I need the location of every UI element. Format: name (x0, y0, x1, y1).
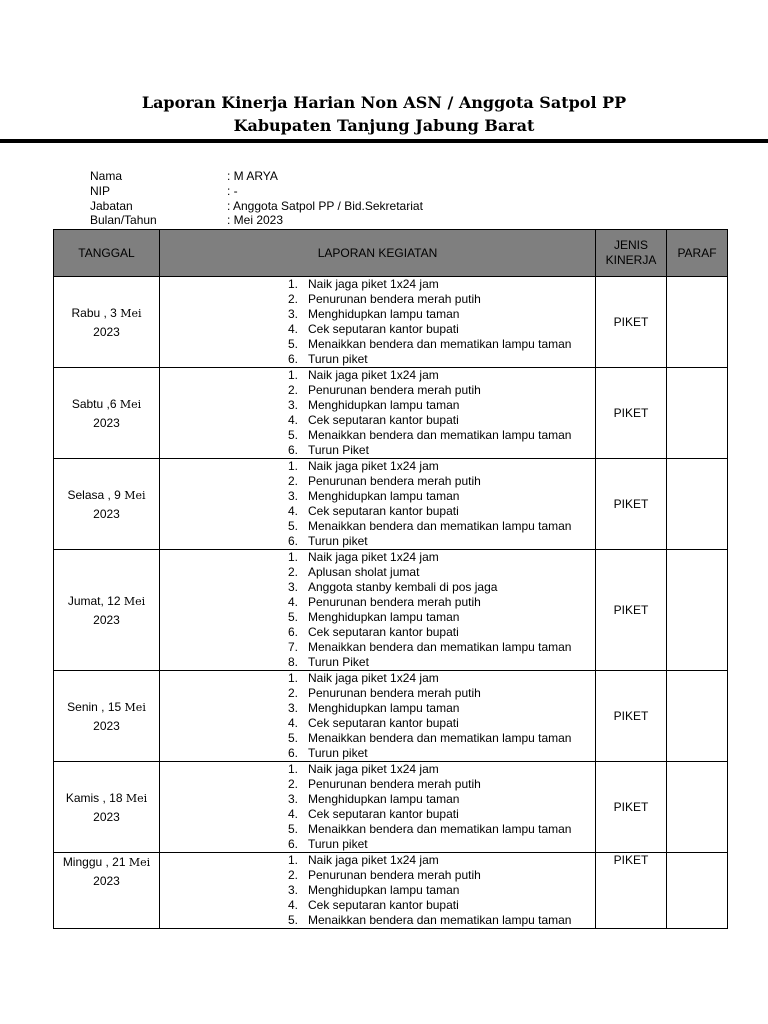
activity-item (160, 383, 595, 398)
activity-item (160, 489, 595, 504)
activity-item (160, 746, 595, 761)
activity-text: Naik jaga piket 1x24 jam (308, 762, 439, 776)
report-month: Mei (124, 488, 146, 502)
activity-text: Menghidupkan lampu taman (308, 398, 460, 412)
info-label: Bulan/Tahun (90, 213, 157, 228)
activity-list (160, 368, 595, 458)
activity-number: 2. (287, 383, 298, 397)
activity-number: 3. (287, 307, 298, 321)
activity-text: Menghidupkan lampu taman (308, 307, 460, 321)
activity-number: 6. (287, 746, 298, 760)
activity-number: 2. (287, 292, 298, 306)
activity-number: 5. (287, 610, 298, 624)
activity-number: 6. (287, 837, 298, 851)
activity-item (160, 625, 595, 640)
activity-number: 6. (287, 534, 298, 548)
activity-number: 4. (287, 322, 298, 336)
info-label: Nama (90, 169, 123, 183)
activity-number: 3. (287, 489, 298, 503)
activity-number: 5. (287, 822, 298, 836)
activity-number: 5. (287, 428, 298, 442)
activity-cell (160, 459, 596, 550)
activity-text: Penurunan bendera merah putih (308, 868, 481, 882)
activity-text: Cek seputaran kantor bupati (308, 413, 459, 427)
activity-number: 2. (287, 777, 298, 791)
activity-item (160, 504, 595, 519)
report-month: Mei (120, 306, 142, 320)
jenis-kinerja: PIKET (596, 368, 667, 459)
report-month: Mei (125, 791, 148, 805)
report-month: Mei (128, 856, 151, 869)
activity-text: Menaikkan bendera dan mematikan lampu taman (308, 640, 572, 654)
activity-text: Naik jaga piket 1x24 jam (308, 671, 439, 685)
header-divider (0, 139, 768, 143)
activity-list (160, 459, 595, 549)
activity-number: 2. (287, 474, 298, 488)
jenis-kinerja: PIKET (596, 853, 667, 929)
jenis-kinerja: PIKET (596, 459, 667, 550)
activity-number: 5. (287, 519, 298, 533)
activity-text: Naik jaga piket 1x24 jam (308, 459, 439, 473)
activity-item (160, 671, 595, 686)
report-year: 2023 (93, 506, 120, 521)
report-title: Laporan Kinerja Harian Non ASN / Anggota Satpol PP (141, 93, 627, 112)
info-value: : Anggota Satpol PP / Bid.Sekretariat (227, 198, 423, 213)
activity-list (160, 671, 595, 761)
activity-cell (160, 671, 596, 762)
activity-text: Penurunan bendera merah putih (308, 686, 481, 700)
report-day: Jumat, 12 (67, 593, 121, 608)
activity-text: Cek seputaran kantor bupati (308, 716, 459, 730)
activity-item (160, 277, 595, 292)
activity-number: 1. (287, 762, 298, 776)
report-day: Kamis , 18 (65, 790, 123, 805)
activity-number: 4. (287, 504, 298, 518)
report-year: 2023 (93, 612, 120, 627)
jenis-kinerja: PIKET (596, 277, 667, 368)
activity-item (160, 898, 595, 913)
activity-text: Menghidupkan lampu taman (308, 610, 460, 624)
paraf-cell[interactable] (667, 550, 728, 671)
activity-item (160, 368, 595, 383)
paraf-cell[interactable] (667, 277, 728, 368)
activity-item (160, 837, 595, 852)
info-row-nip (90, 184, 423, 199)
activity-item (160, 292, 595, 307)
header-laporan-kegiatan: LAPORAN KEGIATAN (160, 230, 596, 277)
activity-item (160, 777, 595, 792)
activity-item (160, 474, 595, 489)
report-month: Mei (123, 594, 146, 608)
report-date (54, 762, 160, 853)
report-year: 2023 (93, 324, 120, 339)
activity-number: 6. (287, 352, 298, 366)
activity-item (160, 640, 595, 655)
activity-text: Naik jaga piket 1x24 jam (308, 550, 439, 564)
activity-item (160, 913, 595, 928)
activity-number: 5. (287, 731, 298, 745)
jenis-kinerja: PIKET (596, 671, 667, 762)
activity-text: Menaikkan bendera dan mematikan lampu taman (308, 913, 572, 927)
header-jenis-line2: KINERJA (605, 253, 657, 267)
activity-text: Naik jaga piket 1x24 jam (308, 277, 439, 291)
activity-text: Anggota stanby kembali di pos jaga (308, 580, 498, 594)
table-row (54, 671, 728, 762)
report-day: Rabu , 3 (71, 305, 117, 320)
activity-item (160, 580, 595, 595)
activity-number: 3. (287, 580, 298, 594)
activity-text: Menghidupkan lampu taman (308, 792, 460, 806)
activity-item (160, 322, 595, 337)
activity-number: 6. (287, 625, 298, 639)
activity-item (160, 762, 595, 777)
report-date (54, 277, 160, 368)
activity-text: Cek seputaran kantor bupati (308, 504, 459, 518)
report-day: Minggu , 21 (62, 855, 126, 869)
activity-text: Penurunan bendera merah putih (308, 292, 481, 306)
activity-number: 5. (287, 913, 298, 927)
paraf-cell[interactable] (667, 762, 728, 853)
table-row (54, 368, 728, 459)
table-header-row (54, 230, 728, 277)
report-year: 2023 (93, 718, 120, 733)
activity-item (160, 883, 595, 898)
activity-number: 4. (287, 807, 298, 821)
activity-number: 2. (287, 868, 298, 882)
table-row (54, 550, 728, 671)
activity-item (160, 413, 595, 428)
activity-text: Penurunan bendera merah putih (308, 777, 481, 791)
activity-number: 4. (287, 716, 298, 730)
activity-number: 3. (287, 792, 298, 806)
activity-cell (160, 368, 596, 459)
activity-number: 2. (287, 686, 298, 700)
activity-text: Menaikkan bendera dan mematikan lampu taman (308, 731, 572, 745)
paraf-cell[interactable] (667, 459, 728, 550)
activity-text: Naik jaga piket 1x24 jam (308, 368, 439, 382)
activity-item (160, 807, 595, 822)
activity-number: 6. (287, 443, 298, 457)
activity-number: 1. (287, 853, 298, 867)
report-year: 2023 (93, 874, 120, 888)
activity-number: 2. (287, 565, 298, 579)
activity-item (160, 459, 595, 474)
activity-item (160, 655, 595, 670)
activity-list (160, 550, 595, 670)
report-year: 2023 (93, 809, 120, 824)
table-row (54, 762, 728, 853)
table-row (54, 277, 728, 368)
activity-number: 4. (287, 413, 298, 427)
report-month: Mei (124, 700, 146, 714)
activity-text: Menghidupkan lampu taman (308, 883, 460, 897)
report-date (54, 671, 160, 762)
jenis-kinerja: PIKET (596, 550, 667, 671)
activity-cell (160, 277, 596, 368)
activity-item (160, 428, 595, 443)
info-row-jabatan (90, 199, 423, 214)
activity-number: 4. (287, 595, 298, 609)
activity-text: Penurunan bendera merah putih (308, 383, 481, 397)
activity-list (160, 762, 595, 852)
activity-item (160, 701, 595, 716)
activity-number: 7. (287, 640, 298, 654)
header-jenis-kinerja (596, 230, 667, 277)
activity-item (160, 686, 595, 701)
activity-item (160, 550, 595, 565)
activity-text: Turun Piket (308, 655, 369, 669)
activity-item (160, 352, 595, 367)
activity-item (160, 853, 595, 868)
activity-cell (160, 550, 596, 671)
activity-number: 1. (287, 671, 298, 685)
activity-number: 8. (287, 655, 298, 669)
report-date (54, 459, 160, 550)
employee-info (90, 169, 423, 228)
activity-item (160, 307, 595, 322)
activity-text: Aplusan sholat jumat (308, 565, 420, 579)
activity-number: 3. (287, 883, 298, 897)
activity-text: Menghidupkan lampu taman (308, 489, 460, 503)
activity-text: Turun Piket (308, 443, 369, 457)
activity-item (160, 398, 595, 413)
activity-text: Penurunan bendera merah putih (308, 595, 481, 609)
table-row (54, 459, 728, 550)
report-date (54, 853, 160, 929)
activity-text: Turun piket (308, 746, 368, 760)
activity-item (160, 731, 595, 746)
activity-text: Penurunan bendera merah putih (308, 474, 481, 488)
activity-list (160, 277, 595, 367)
jenis-kinerja: PIKET (596, 762, 667, 853)
paraf-cell[interactable] (667, 368, 728, 459)
activity-text: Cek seputaran kantor bupati (308, 898, 459, 912)
report-date (54, 368, 160, 459)
report-day: Selasa , 9 (67, 487, 121, 502)
info-value: : - (227, 183, 238, 198)
activity-text: Cek seputaran kantor bupati (308, 625, 459, 639)
report-date (54, 550, 160, 671)
activity-item (160, 595, 595, 610)
activity-text: Naik jaga piket 1x24 jam (308, 853, 439, 867)
report-day: Sabtu ,6 (71, 396, 117, 411)
activity-text: Menaikkan bendera dan mematikan lampu taman (308, 337, 572, 351)
activity-item (160, 868, 595, 883)
activity-number: 1. (287, 550, 298, 564)
activity-number: 1. (287, 277, 298, 291)
activity-text: Menaikkan bendera dan mematikan lampu taman (308, 822, 572, 836)
activity-item (160, 716, 595, 731)
activity-text: Turun piket (308, 837, 368, 851)
activity-text: Cek seputaran kantor bupati (308, 322, 459, 336)
activity-text: Menaikkan bendera dan mematikan lampu taman (308, 428, 572, 442)
info-row-nama (90, 169, 423, 184)
activity-text: Menghidupkan lampu taman (308, 701, 460, 715)
activity-item (160, 337, 595, 352)
activity-number: 3. (287, 701, 298, 715)
activity-item (160, 534, 595, 549)
activity-number: 1. (287, 459, 298, 473)
activity-number: 4. (287, 898, 298, 912)
activity-text: Cek seputaran kantor bupati (308, 807, 459, 821)
info-label: Jabatan (90, 198, 133, 213)
report-year: 2023 (93, 415, 120, 430)
activity-text: Menaikkan bendera dan mematikan lampu taman (308, 519, 572, 533)
header-jenis-line1: JENIS (613, 238, 648, 252)
report-subtitle: Kabupaten Tanjung Jabung Barat (233, 116, 535, 135)
report-table (53, 229, 728, 929)
activity-item (160, 610, 595, 625)
activity-text: Turun piket (308, 534, 368, 548)
activity-item (160, 792, 595, 807)
report-day: Senin , 15 (67, 699, 122, 714)
activity-item (160, 565, 595, 580)
activity-item (160, 822, 595, 837)
table-row (54, 853, 728, 929)
paraf-cell[interactable] (667, 671, 728, 762)
activity-list (160, 853, 595, 928)
info-label: NIP (90, 183, 111, 198)
paraf-cell[interactable] (667, 853, 728, 929)
info-row-bulan-tahun (90, 213, 423, 228)
activity-item (160, 443, 595, 458)
activity-number: 1. (287, 368, 298, 382)
info-value: : Mei 2023 (227, 213, 284, 228)
header-paraf: PARAF (667, 230, 728, 277)
report-month: Mei (119, 397, 142, 411)
activity-cell (160, 762, 596, 853)
info-value: : M ARYA (227, 169, 278, 183)
activity-number: 3. (287, 398, 298, 412)
activity-cell (160, 853, 596, 929)
activity-item (160, 519, 595, 534)
activity-text: Turun piket (308, 352, 368, 366)
activity-number: 5. (287, 337, 298, 351)
header-tanggal: TANGGAL (54, 230, 160, 277)
